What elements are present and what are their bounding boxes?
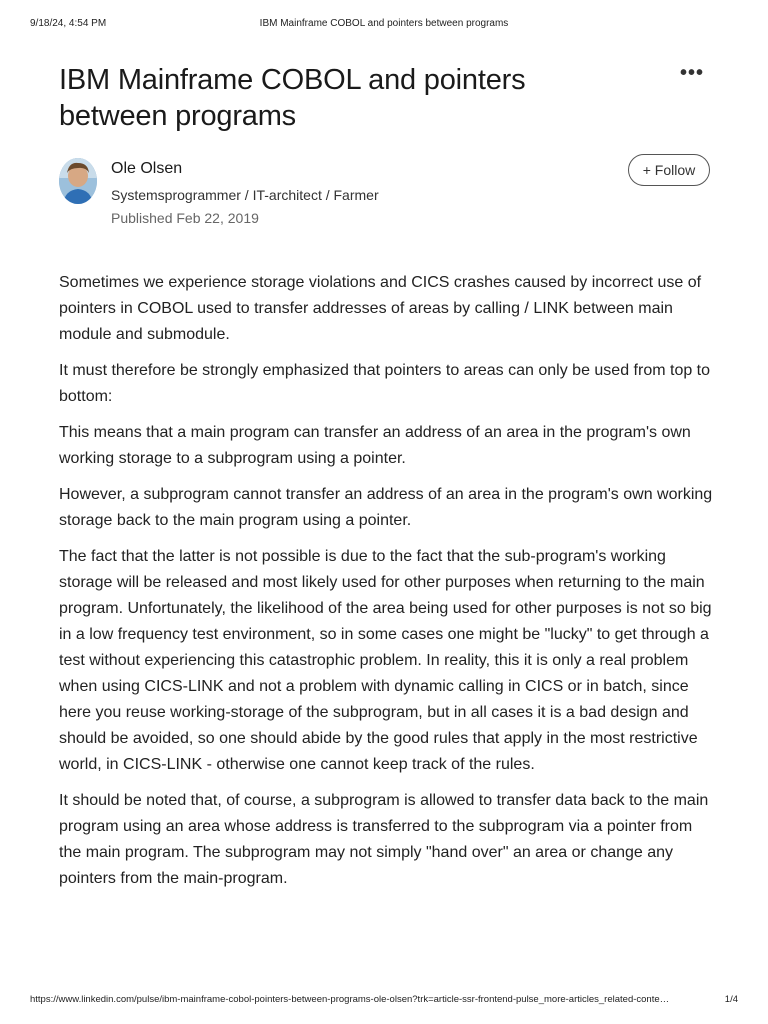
author-name[interactable]: Ole Olsen: [111, 160, 183, 177]
follow-button[interactable]: + Follow: [628, 154, 710, 186]
article-paragraph: It should be noted that, of course, a subprogram is allowed to transfer data back to the main program using an area whose address is transferred to the subprogram via a pointer from the main program. The subprogram may not simply "hand over" an area or change any pointers from the main-program.: [59, 792, 709, 887]
article-title: IBM Mainframe COBOL and pointers between programs: [59, 64, 526, 132]
article-paragraph: The fact that the latter is not possible is due to the fact that the sub-program's working storage will be released and most likely used for other purposes when returning to the main program. Unfortunately, the likelihood of the area being used for other purposes is not so big in a low frequency test environment, so in some cases one might be "lucky" to get through a test without experiencing this catastrophic problem. In reality, this it is only a real problem when using CICS-LINK and not a problem with dynamic calling in CICS or in batch, since here you reuse working-storage of the subprogram, but in all cases it is a bad design and should be avoided, so one should abide by the good rules that apply in the most restrictive world, in CICS-LINK - otherwise one cannot keep track of the rules.: [59, 548, 712, 773]
print-datetime: 9/18/24, 4:54 PM: [30, 18, 107, 29]
page-number: 1/4: [724, 994, 738, 1005]
print-url: https://www.linkedin.com/pulse/ibm-mainframe-cobol-pointers-between-programs-ole-olsen?trk=article-ssr-frontend-pulse_more-articles_related-conte…: [30, 994, 670, 1005]
published-date: Published Feb 22, 2019: [111, 210, 259, 226]
article-body: [59, 270, 714, 902]
avatar-photo: [59, 158, 97, 204]
article-paragraph: Sometimes we experience storage violations and CICS crashes caused by incorrect use of pointers in COBOL used to transfer addresses of areas by calling / LINK between main module and submodule.: [59, 274, 702, 343]
author-headline: Systemsprogrammer / IT-architect / Farmer: [111, 187, 379, 203]
author-avatar[interactable]: [59, 158, 97, 204]
print-title: IBM Mainframe COBOL and pointers between programs: [259, 18, 509, 29]
article-paragraph: However, a subprogram cannot transfer an address of an area in the program's own working storage back to the main program using a pointer.: [59, 486, 713, 529]
more-horizontal-icon: •••: [679, 62, 704, 84]
article-paragraph: This means that a main program can transfer an address of an area in the program's own working storage to a subprogram using a pointer.: [59, 424, 691, 467]
print-footer: [30, 994, 738, 1008]
more-options-button[interactable]: [679, 64, 705, 84]
article-paragraph: It must therefore be strongly emphasized that pointers to areas can only be used from top to bottom:: [59, 362, 711, 405]
print-header: [30, 18, 738, 32]
